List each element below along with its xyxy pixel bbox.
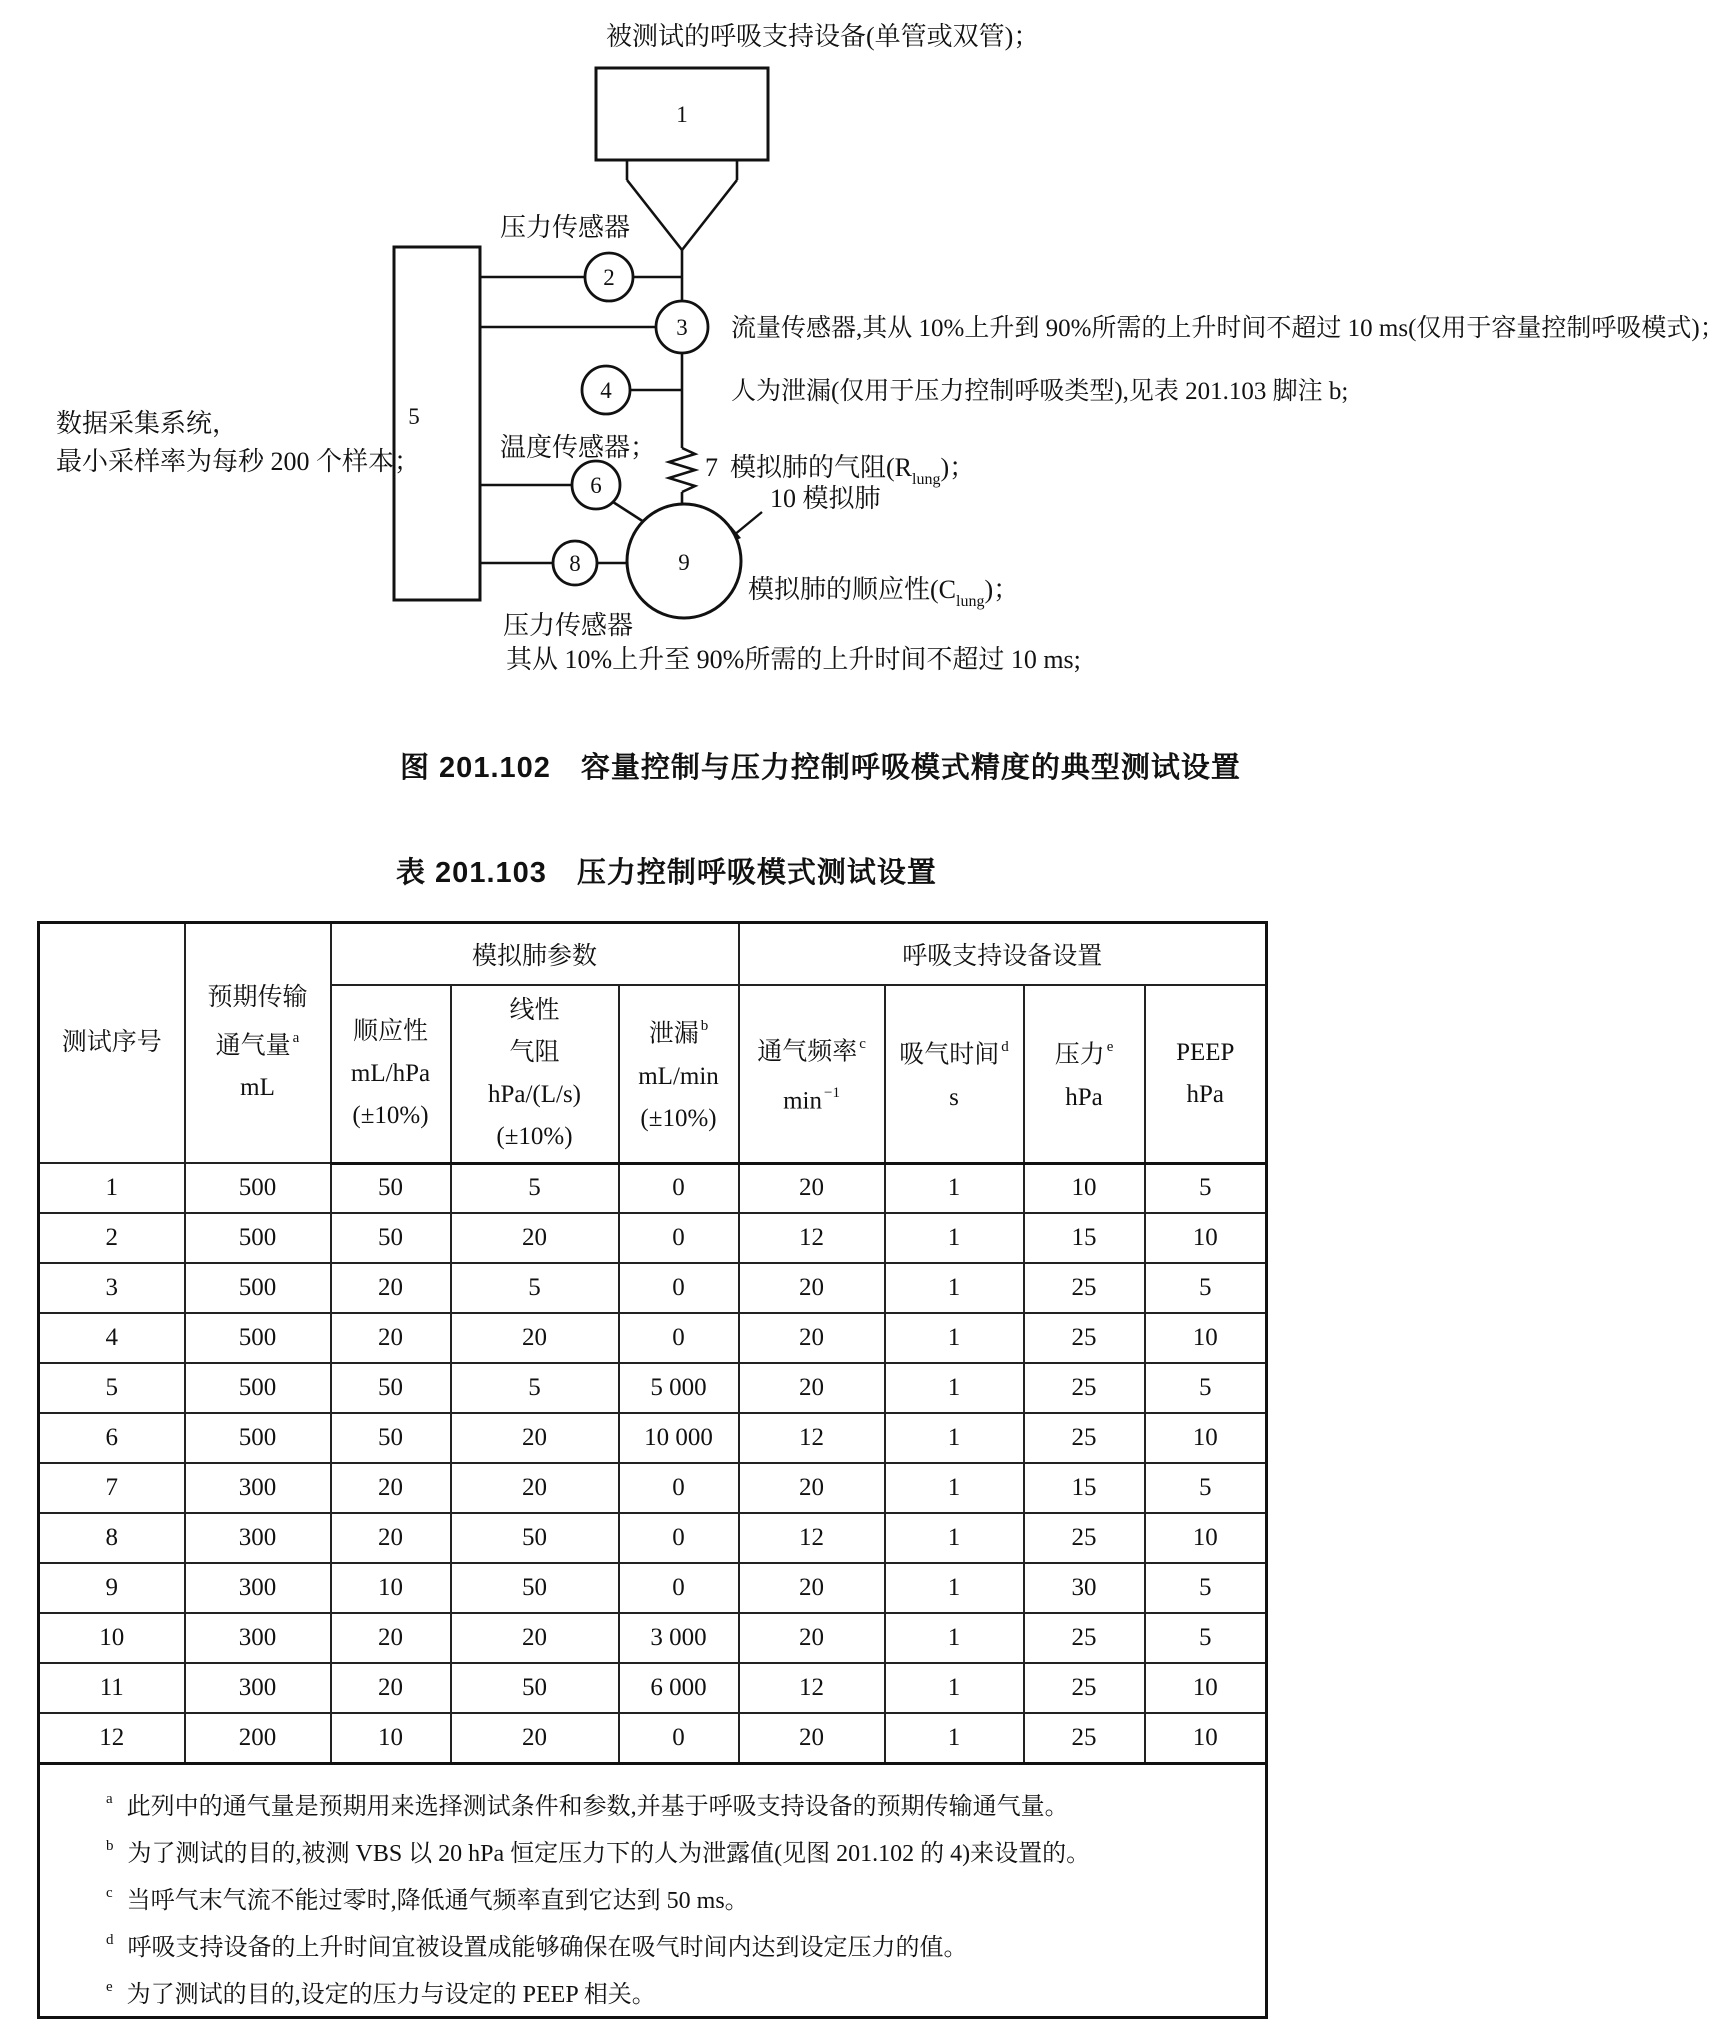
node-number-1: 1 <box>676 102 688 127</box>
flow-sensor-label: 流量传感器,其从 10%上升到 90%所需的上升时间不超过 10 ms(仅用于容量控制呼吸模式)； <box>731 315 1725 342</box>
table-cell: 200 <box>185 1713 331 1763</box>
table-cell: 500 <box>185 1313 331 1363</box>
table-footnotes-cell <box>39 1763 1267 2017</box>
table-cell: 50 <box>451 1563 619 1613</box>
table-cell: 1 <box>885 1313 1024 1363</box>
table-cell: 50 <box>331 1163 451 1213</box>
daq-label-line1: 数据采集系统， <box>56 409 239 438</box>
table-cell: 1 <box>885 1663 1024 1713</box>
table-cell: 0 <box>619 1313 739 1363</box>
table-row <box>39 1413 1267 1463</box>
node-number-6: 6 <box>590 473 602 498</box>
table-cell: 0 <box>619 1463 739 1513</box>
footnote-d: $^d$ 呼吸支持设备的上升时间宜被设置成能够确保在吸气时间内达到设定压力的值。 <box>106 1931 968 1961</box>
table-cell: 20 <box>451 1613 619 1663</box>
table-cell: 5 <box>1145 1463 1267 1513</box>
node-number-5: 5 <box>408 404 420 429</box>
col-header-pressure: 压力 $^e$ hPa <box>1024 985 1145 1164</box>
table-cell: 10 000 <box>619 1413 739 1463</box>
table-cell: 10 <box>1145 1663 1267 1713</box>
table-cell: 20 <box>451 1213 619 1263</box>
table-row <box>39 1463 1267 1513</box>
pressure-sensor-bottom-label: 压力传感器 <box>503 611 634 640</box>
table-cell: 10 <box>331 1713 451 1763</box>
table-cell: 5 <box>451 1263 619 1313</box>
table-cell: 1 <box>885 1263 1024 1313</box>
table-row <box>39 1713 1267 1763</box>
node-number-8: 8 <box>569 551 581 576</box>
table-cell: 20 <box>451 1463 619 1513</box>
table-cell: 10 <box>1145 1313 1267 1363</box>
table-cell: 300 <box>185 1463 331 1513</box>
lung-label: 10 模拟肺 <box>770 484 881 513</box>
table-cell: 7 <box>39 1463 185 1513</box>
col-header-expected-volume: 预期传输 通气量 $^a$ mL <box>185 923 331 1164</box>
table-caption-title: 压力控制呼吸模式测试设置 <box>576 857 937 889</box>
table-cell: 5 <box>1145 1263 1267 1313</box>
table-cell: 5 <box>451 1163 619 1213</box>
table-cell: 12 <box>739 1663 885 1713</box>
table-cell: 5 000 <box>619 1363 739 1413</box>
table-cell: 1 <box>885 1363 1024 1413</box>
footnote-e: $^e$ 为了测试的目的,设定的压力与设定的 PEEP 相关。 <box>106 1978 656 2008</box>
c-lung-label: 模拟肺的顺应性$(C_{lung})$； <box>748 575 1020 610</box>
col-header-leak: 泄漏 $^b$ mL/min (±10%) <box>619 985 739 1164</box>
table-cell: 20 <box>739 1363 885 1413</box>
table-cell: 1 <box>885 1163 1024 1213</box>
table-cell: 20 <box>331 1463 451 1513</box>
r-lung-number: 7 <box>705 453 718 482</box>
table-cell: 12 <box>739 1513 885 1563</box>
table-cell: 20 <box>331 1313 451 1363</box>
table-cell: 10 <box>331 1563 451 1613</box>
table-cell: 1 <box>885 1563 1024 1613</box>
footnote-a: $^a$ 此列中的通气量是预期用来选择测试条件和参数,并基于呼吸支持设备的预期传输通气量。 <box>106 1790 1069 1820</box>
table-row <box>39 1513 1267 1563</box>
table-cell: 500 <box>185 1263 331 1313</box>
table-cell: 0 <box>619 1713 739 1763</box>
group-header-vbs-settings: 呼吸支持设备设置 <box>739 923 1267 985</box>
test-settings-table <box>37 921 1268 2019</box>
table-cell: 50 <box>331 1213 451 1263</box>
test-setup-diagram <box>0 0 1728 710</box>
table-cell: 20 <box>739 1713 885 1763</box>
figure-caption <box>400 745 1241 786</box>
figure-caption-title: 容量控制与压力控制呼吸模式精度的典型测试设置 <box>580 752 1241 784</box>
table-cell: 8 <box>39 1513 185 1563</box>
table-caption-number: 表 201.103 <box>396 857 547 889</box>
table-cell: 30 <box>1024 1563 1145 1613</box>
table-cell: 10 <box>39 1613 185 1663</box>
rise-time-bottom-label: 其从 10%上升至 90%所需的上升时间不超过 10 ms; <box>506 645 1081 674</box>
col-header-test-no: 测试序号 <box>39 923 185 1164</box>
table-cell: 10 <box>1145 1213 1267 1263</box>
table-cell: 20 <box>331 1663 451 1713</box>
table-cell: 0 <box>619 1513 739 1563</box>
table-cell: 10 <box>1145 1413 1267 1463</box>
table-row <box>39 1563 1267 1613</box>
table-cell: 1 <box>885 1613 1024 1663</box>
table-row <box>39 1163 1267 1213</box>
table-footnotes-row <box>39 1763 1267 2017</box>
table-cell: 10 <box>1145 1713 1267 1763</box>
table-row <box>39 1613 1267 1663</box>
table-cell: 4 <box>39 1313 185 1363</box>
table-cell: 15 <box>1024 1463 1145 1513</box>
table-caption <box>396 850 937 891</box>
table-cell: 0 <box>619 1163 739 1213</box>
table-cell: 300 <box>185 1663 331 1713</box>
table-cell: 20 <box>739 1163 885 1213</box>
table-cell: 500 <box>185 1413 331 1463</box>
table-cell: 20 <box>331 1613 451 1663</box>
table-cell: 5 <box>451 1363 619 1413</box>
table-cell: 20 <box>451 1413 619 1463</box>
table-cell: 15 <box>1024 1213 1145 1263</box>
temp-sensor-label: 温度传感器； <box>500 433 657 462</box>
table-cell: 500 <box>185 1363 331 1413</box>
daq-box <box>394 247 480 600</box>
table-cell: 25 <box>1024 1513 1145 1563</box>
table-cell: 12 <box>739 1413 885 1463</box>
col-header-insp-time: 吸气时间 $^d$ s <box>885 985 1024 1164</box>
table-row <box>39 1313 1267 1363</box>
table-cell: 1 <box>39 1163 185 1213</box>
node-number-3: 3 <box>676 315 688 340</box>
table-group-header-row <box>39 923 1267 985</box>
table-cell: 1 <box>885 1413 1024 1463</box>
table-cell: 10 <box>1145 1513 1267 1563</box>
table-cell: 5 <box>1145 1363 1267 1413</box>
table-cell: 0 <box>619 1263 739 1313</box>
table-cell: 25 <box>1024 1313 1145 1363</box>
node-number-9: 9 <box>678 550 690 575</box>
table-cell: 20 <box>451 1313 619 1363</box>
table-cell: 25 <box>1024 1613 1145 1663</box>
col-header-compliance: 顺应性 mL/hPa (±10%) <box>331 985 451 1164</box>
table-cell: 12 <box>739 1213 885 1263</box>
table-cell: 300 <box>185 1513 331 1563</box>
table-cell: 1 <box>885 1713 1024 1763</box>
table-cell: 25 <box>1024 1263 1145 1313</box>
table-cell: 50 <box>331 1363 451 1413</box>
table-cell: 1 <box>885 1513 1024 1563</box>
table-row <box>39 1663 1267 1713</box>
footnote-b: $^b$ 为了测试的目的,被测 VBS 以 20 hPa 恒定压力下的人为泄露值(见图 201.102 的 4)来设置的。 <box>106 1837 1091 1867</box>
table-cell: 20 <box>739 1563 885 1613</box>
table-cell: 20 <box>739 1313 885 1363</box>
device-under-test-label: 被测试的呼吸支持设备(单管或双管)； <box>606 22 1040 51</box>
table-cell: 50 <box>331 1413 451 1463</box>
table-cell: 6 <box>39 1413 185 1463</box>
table-cell: 12 <box>39 1713 185 1763</box>
table-cell: 3 000 <box>619 1613 739 1663</box>
table-cell: 25 <box>1024 1413 1145 1463</box>
table-cell: 5 <box>1145 1163 1267 1213</box>
table-cell: 11 <box>39 1663 185 1713</box>
table-row <box>39 1213 1267 1263</box>
pressure-sensor-top-label: 压力传感器 <box>500 213 631 242</box>
table-cell: 500 <box>185 1163 331 1213</box>
table-cell: 2 <box>39 1213 185 1263</box>
col-header-resistance: 线性 气阻 hPa/(L/s) (±10%) <box>451 985 619 1164</box>
table-cell: 300 <box>185 1563 331 1613</box>
node-number-2: 2 <box>603 265 615 290</box>
table-cell: 20 <box>331 1263 451 1313</box>
table-cell: 20 <box>451 1713 619 1763</box>
table-cell: 9 <box>39 1563 185 1613</box>
footnote-c: $^c$ 当呼气末气流不能过零时,降低通气频率直到它达到 50 ms。 <box>106 1884 749 1914</box>
table-cell: 25 <box>1024 1363 1145 1413</box>
table-cell: 300 <box>185 1613 331 1663</box>
table-cell: 20 <box>331 1513 451 1563</box>
table-cell: 1 <box>885 1213 1024 1263</box>
artificial-leak-label: 人为泄漏(仅用于压力控制呼吸类型),见表 201.103 脚注 b; <box>731 378 1349 405</box>
table-cell: 25 <box>1024 1663 1145 1713</box>
table-cell: 5 <box>39 1363 185 1413</box>
table-cell: 50 <box>451 1663 619 1713</box>
table-row <box>39 1263 1267 1313</box>
resistor-symbol <box>669 448 695 492</box>
table-cell: 5 <box>1145 1563 1267 1613</box>
table-cell: 3 <box>39 1263 185 1313</box>
table-cell: 500 <box>185 1213 331 1263</box>
col-header-vent-rate: 通气频率 $^c$ min $^{-1}$ <box>739 985 885 1164</box>
table-cell: 1 <box>885 1463 1024 1513</box>
table-row <box>39 1363 1267 1413</box>
r-lung-label: 模拟肺的气阻$(R_{lung})$； <box>730 453 976 488</box>
table-cell: 0 <box>619 1563 739 1613</box>
table-cell: 20 <box>739 1613 885 1663</box>
table-cell: 25 <box>1024 1713 1145 1763</box>
node-number-4: 4 <box>600 378 612 403</box>
table-cell: 5 <box>1145 1613 1267 1663</box>
figure-caption-number: 图 201.102 <box>400 752 551 784</box>
col-header-peep: PEEP hPa <box>1145 985 1267 1164</box>
table-cell: 20 <box>739 1463 885 1513</box>
group-header-lung-params: 模拟肺参数 <box>331 923 739 985</box>
table-cell: 20 <box>739 1263 885 1313</box>
daq-label-line2: 最小采样率为每秒 200 个样本； <box>56 447 421 476</box>
table-cell: 10 <box>1024 1163 1145 1213</box>
table-cell: 50 <box>451 1513 619 1563</box>
table-cell: 0 <box>619 1213 739 1263</box>
table-cell: 6 000 <box>619 1663 739 1713</box>
